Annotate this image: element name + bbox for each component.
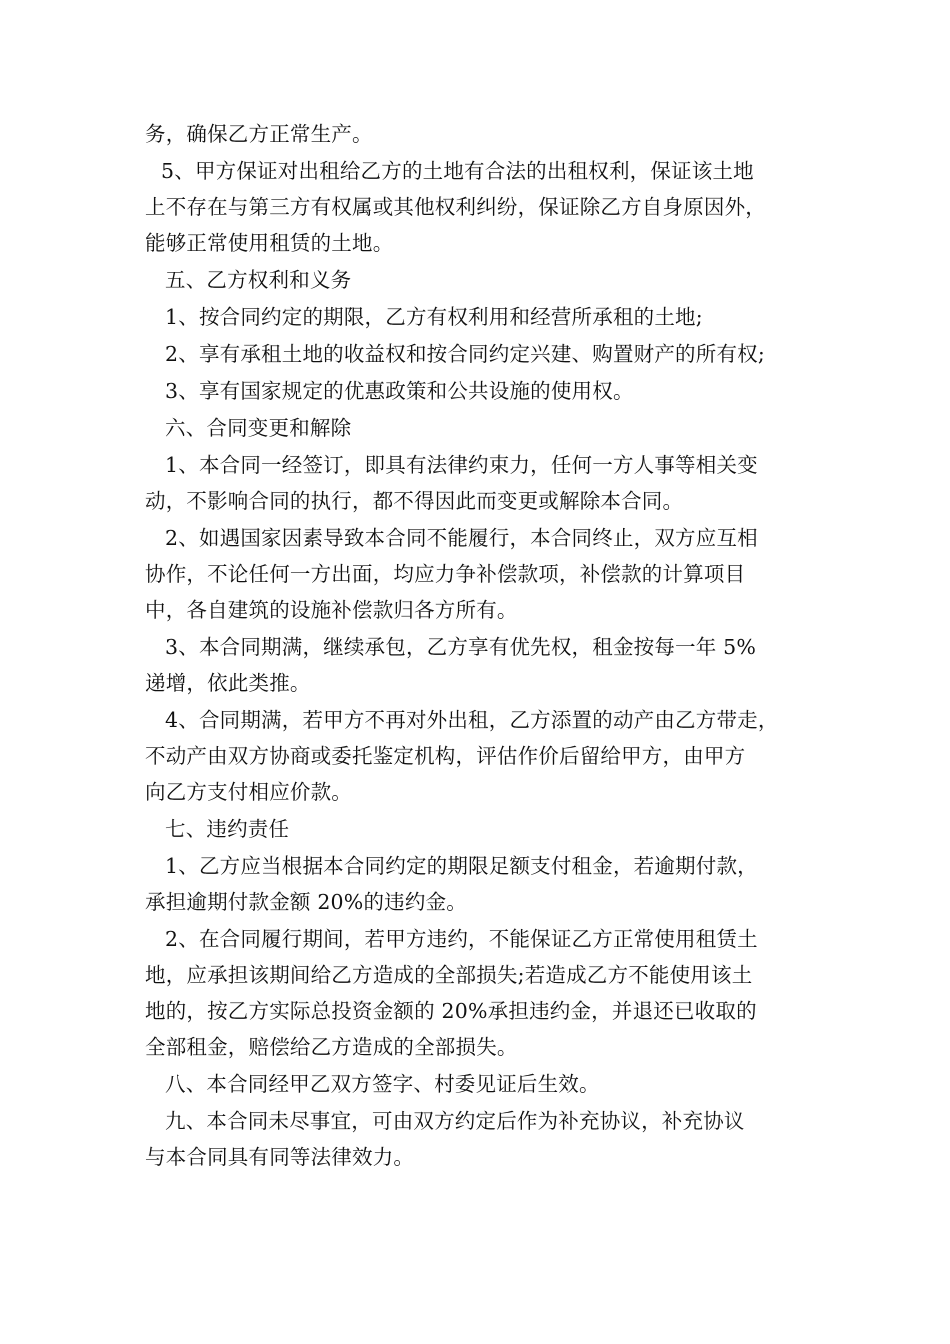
text-line: 2、如遇国家因素导致本合同不能履行，本合同终止，双方应互相 (165, 526, 758, 550)
text-line: 中，各自建筑的设施补偿款归各方所有。 (145, 598, 518, 622)
section-heading: 七、违约责任 (165, 817, 290, 841)
text-line: 上不存在与第三方有权属或其他权利纠纷，保证除乙方自身原因外， (145, 195, 766, 219)
section-heading: 九、本合同未尽事宜，可由双方约定后作为补充协议，补充协议 (165, 1109, 745, 1133)
text-line: 地，应承担该期间给乙方造成的全部损失;若造成乙方不能使用该土 (145, 963, 753, 987)
text-line: 与本合同具有同等法律效力。 (145, 1145, 415, 1169)
text-line: 5、甲方保证对出租给乙方的土地有合法的出租权利，保证该土地 (161, 159, 754, 183)
text-line: 2、在合同履行期间，若甲方违约，不能保证乙方正常使用租赁土 (165, 927, 758, 951)
text-line: 协作，不论任何一方出面，均应力争补偿款项，补偿款的计算项目 (145, 562, 746, 586)
text-line: 3、本合同期满，继续承包，乙方享有优先权，租金按每一年 5% (165, 635, 757, 659)
text-line: 1、按合同约定的期限，乙方有权利用和经营所承租的土地; (165, 305, 703, 329)
text-line: 全部租金，赔偿给乙方造成的全部损失。 (145, 1035, 518, 1059)
text-line: 3、享有国家规定的优惠政策和公共设施的使用权。 (165, 379, 634, 403)
section-heading: 八、本合同经甲乙双方签字、村委见证后生效。 (165, 1072, 600, 1096)
text-line: 1、本合同一经签订，即具有法律约束力，任何一方人事等相关变 (165, 453, 758, 477)
section-heading: 六、合同变更和解除 (165, 416, 352, 440)
text-line: 承担逾期付款金额 20%的违约金。 (145, 890, 467, 914)
text-line: 4、合同期满，若甲方不再对外出租，乙方添置的动产由乙方带走， (165, 708, 779, 732)
text-line: 2、享有承租土地的收益权和按合同约定兴建、购置财产的所有权; (165, 342, 765, 366)
text-line: 动，不影响合同的执行，都不得因此而变更或解除本合同。 (145, 489, 684, 513)
text-line: 能够正常使用租赁的土地。 (145, 231, 394, 255)
text-line: 务，确保乙方正常生产。 (145, 122, 373, 146)
contract-text (145, 116, 815, 1175)
section-heading: 五、乙方权利和义务 (165, 268, 352, 292)
text-line: 1、乙方应当根据本合同约定的期限足额支付租金，若逾期付款， (165, 854, 758, 878)
text-line: 不动产由双方协商或委托鉴定机构，评估作价后留给甲方，由甲方 (145, 744, 746, 768)
text-line: 向乙方支付相应价款。 (145, 780, 352, 804)
text-line: 递增，依此类推。 (145, 671, 311, 695)
text-line: 地的，按乙方实际总投资金额的 20%承担违约金，并退还已收取的 (145, 999, 757, 1023)
